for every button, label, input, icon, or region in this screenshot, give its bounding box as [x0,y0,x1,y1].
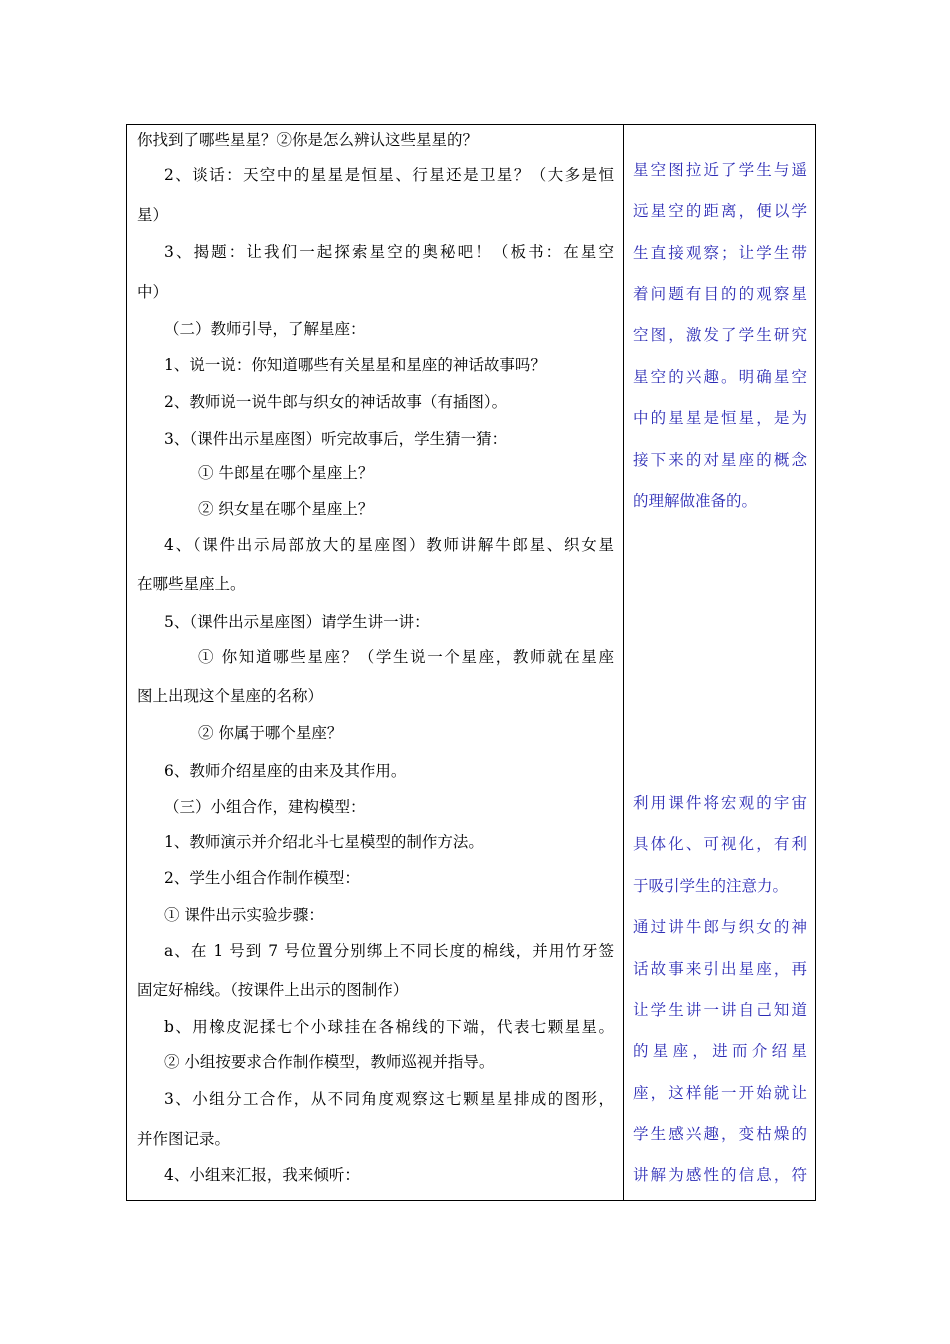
design-intent-cell [624,125,815,1200]
note-line: 空图，激发了学生研究 [633,326,807,344]
text-line: 3、（课件出示星座图）听完故事后，学生猜一猜： [164,430,508,448]
text-line: ① 课件出示实验步骤： [164,906,324,924]
section-heading: （二）教师引导，了解星座： [164,320,366,338]
note-line: 中的星星是恒星，是为 [633,409,807,427]
text-line: 5、（课件出示星座图）请学生讲一讲： [164,613,430,631]
text-line: ② 织女星在哪个星座上？ [198,500,374,518]
note-line: 座，这样能一开始就让 [633,1084,807,1102]
text-line: 1、教师演示并介绍北斗七星模型的制作方法。 [164,833,484,851]
note-line: 生直接观察；让学生带 [633,244,807,262]
text-line: ② 你属于哪个星座？ [198,724,343,742]
note-line: 利用课件将宏观的宇宙 [633,794,807,812]
text-line: 2、谈话：天空中的星星是恒星、行星还是卫星？（大多是恒 [164,166,614,184]
text-line: ① 牛郎星在哪个星座上？ [198,464,374,482]
note-line: 学生感兴趣，变枯燥的 [633,1125,807,1143]
note-line: 话故事来引出星座，再 [633,960,807,978]
text-line: 1、说一说：你知道哪些有关星星和星座的神话故事吗？ [164,356,546,374]
text-line: ② 小组按要求合作制作模型，教师巡视并指导。 [164,1053,495,1071]
text-line: 2、教师说一说牛郎与织女的神话故事（有插图）。 [164,393,508,411]
text-line: 3、揭题：让我们一起探索星空的奥秘吧！（板书：在星空 [164,243,614,261]
text-line: 星） [137,206,169,224]
text-line: 4、小组来汇报，我来倾听： [164,1166,360,1184]
text-line: 固定好棉线。（按课件上出示的图制作） [137,981,409,999]
note-line: 讲解为感性的信息，符 [633,1166,807,1184]
note-line: 的星座，进而介绍星 [633,1042,807,1060]
text-line: 图上出现这个星座的名称） [137,687,324,705]
text-line: 你找到了哪些星星？②你是怎么辨认这些星星的？ [137,131,479,149]
note-line: 星空图拉近了学生与遥 [633,161,807,179]
text-line: 3、小组分工合作，从不同角度观察这七颗星星排成的图形， [164,1090,614,1108]
text-line: 并作图记录。 [137,1130,231,1148]
text-line: 6、教师介绍星座的由来及其作用。 [164,762,407,780]
text-line: b、用橡皮泥揉七个小球挂在各棉线的下端，代表七颗星星。 [164,1018,614,1036]
note-line: 远星空的距离，便以学 [633,202,807,220]
note-line: 的理解做准备的。 [633,492,758,510]
note-line: 让学生讲一讲自己知道 [633,1001,807,1019]
note-line: 于吸引学生的注意力。 [633,877,789,895]
text-line: 中） [137,283,169,301]
note-line: 通过讲牛郎与织女的神 [633,918,807,936]
note-line: 具体化、可视化，有利 [633,835,807,853]
teaching-process-cell [127,125,624,1200]
lesson-plan-table [126,124,816,1201]
note-line: 星空的兴趣。明确星空 [633,368,807,386]
text-line: 4、（课件出示局部放大的星座图）教师讲解牛郎星、织女星 [164,536,614,554]
text-line: 在哪些星座上。 [137,575,246,593]
section-heading: （三）小组合作，建构模型： [164,798,366,816]
note-line: 接下来的对星座的概念 [633,451,807,469]
text-line: ① 你知道哪些星座？（学生说一个星座，教师就在星座 [198,648,614,666]
note-line: 着问题有目的的观察星 [633,285,807,303]
text-line: a、在 1 号到 7 号位置分别绑上不同长度的棉线，并用竹牙签 [164,942,614,960]
text-line: 2、学生小组合作制作模型： [164,869,360,887]
